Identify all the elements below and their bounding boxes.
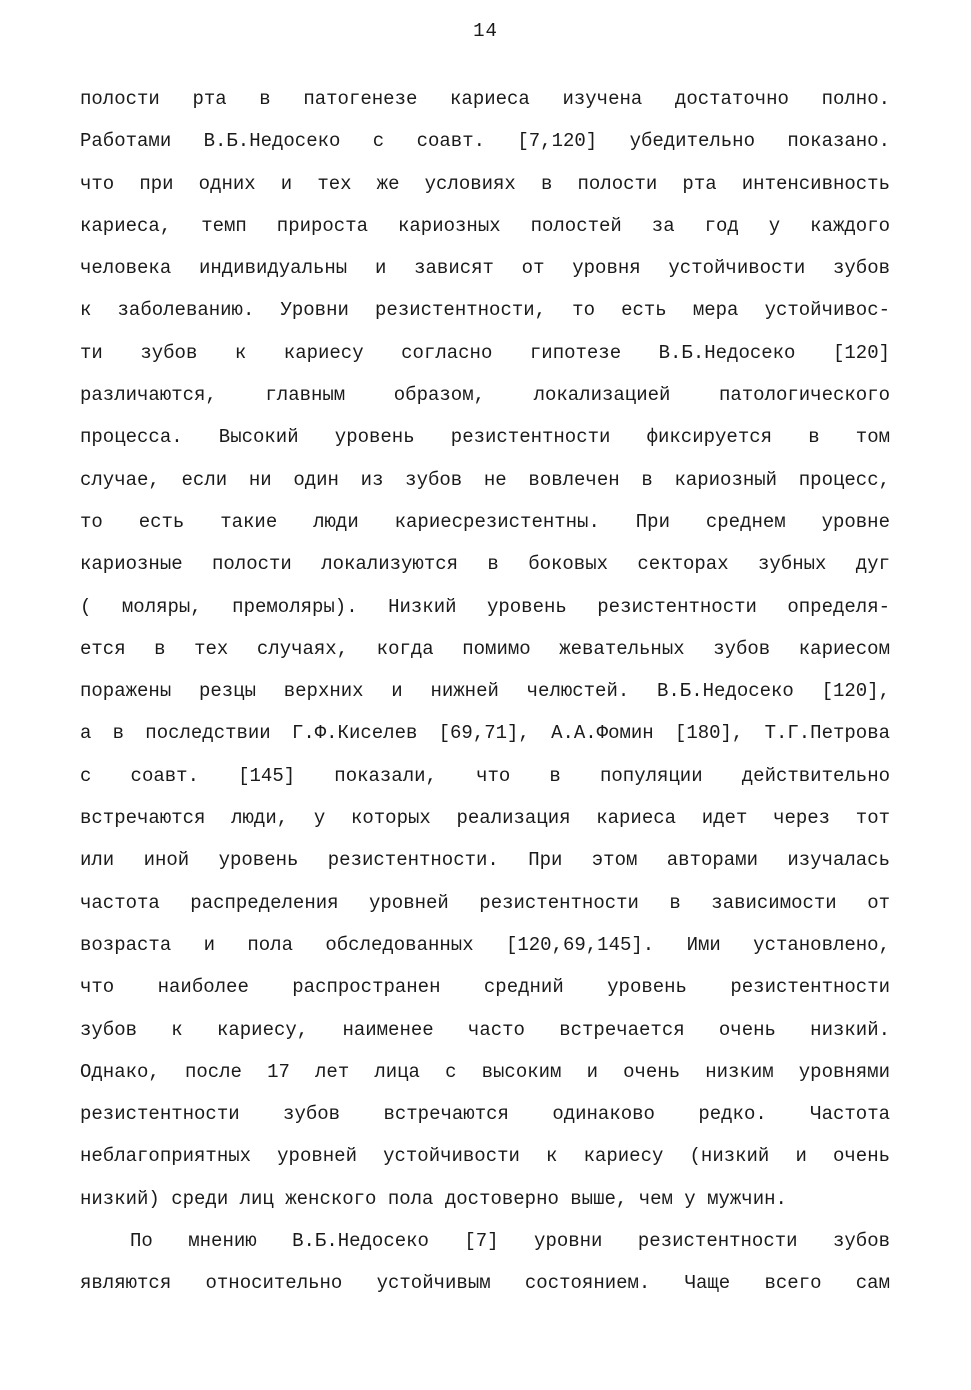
text-line: возраста и пола обследованных [120,69,145]. Ими установлено, [80,933,890,956]
text-line: неблагоприятных уровней устойчивости к кариесу (низкий и очень [80,1145,890,1168]
text-line: то есть такие люди кариесрезистентны. При среднем уровне [80,510,890,533]
text-line: процесса. Высокий уровень резистентности фиксируется в том [80,426,890,449]
text-line: кариеса, темп прироста кариозных полостей за год у каждого [80,214,890,237]
text-line: частота распределения уровней резистентности в зависимости от [80,891,890,914]
text-line: резистентности зубов встречаются одинаково редко. Частота [80,1103,890,1126]
text-line: поражены резцы верхних и нижней челюстей. В.Б.Недосеко [120], [80,680,890,703]
text-line: что наиболее распространен средний уровень резистентности [80,976,890,999]
text-line: различаются, главным образом, локализацией патологического [80,384,890,407]
text-line: ти зубов к кариесу согласно гипотезе В.Б.Недосеко [120] [80,341,890,364]
text-line: с соавт. [145] показали, что в популяции действительно [80,764,890,787]
text-line: ( моляры, премоляры). Низкий уровень резистентности определя- [80,595,890,618]
text-line: человека индивидуальны и зависят от уровня устойчивости зубов [80,257,890,280]
text-line: ется в тех случаях, когда помимо жевательных зубов кариесом [80,637,890,660]
text-line: что при одних и тех же условиях в полости рта интенсивность [80,172,890,195]
text-line: низкий) среди лиц женского пола достоверно выше, чем у мужчин. [80,1187,787,1210]
text-line: Однако, после 17 лет лица с высоким и очень низким уровнями [80,1060,890,1083]
text-line: Работами В.Б.Недосеко с соавт. [7,120] убедительно показано. [80,130,890,153]
body-text [80,78,890,1305]
text-line: или иной уровень резистентности. При этом авторами изучалась [80,849,890,872]
text-line: кариозные полости локализуются в боковых секторах зубных дуг [80,553,890,576]
text-line: а в последствии Г.Ф.Киселев [69,71], А.А.Фомин [180], Т.Г.Петрова [80,722,890,745]
text-line: к заболеванию. Уровни резистентности, то есть мера устойчивос- [80,299,890,322]
paragraph-first-line: По мнению В.Б.Недосеко [7] уровни резистентности зубов [130,1230,890,1253]
text-line: зубов к кариесу, наименее часто встречается очень низкий. [80,1018,890,1041]
text-line: полости рта в патогенезе кариеса изучена достаточно полно. [80,88,890,110]
text-line: являются относительно устойчивым состоянием. Чаще всего сам [80,1272,890,1295]
text-line: встречаются люди, у которых реализация кариеса идет через тот [80,807,890,830]
text-line: случае, если ни один из зубов не вовлечен в кариозный процесс, [80,468,890,491]
page-number: 14 [473,20,498,42]
